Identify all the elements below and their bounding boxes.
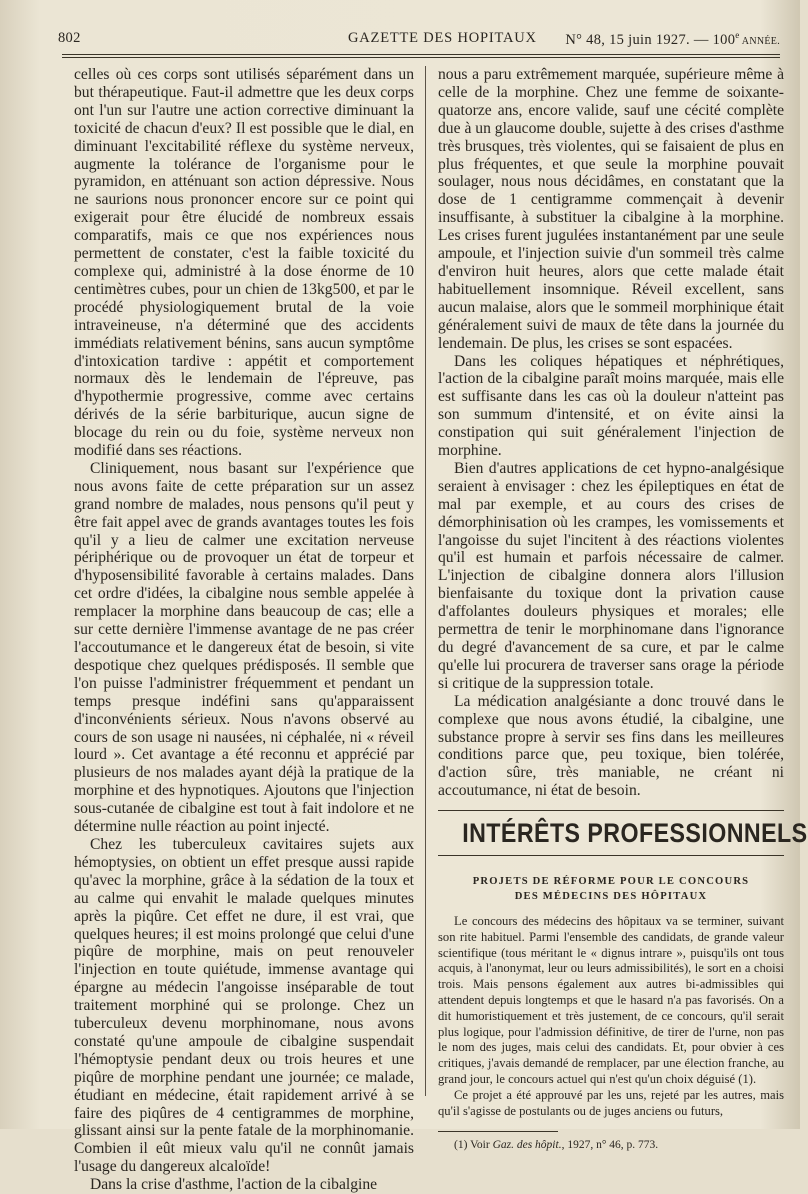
paragraph: Le concours des médecins des hôpitaux va se terminer, suivant son rite habituel. Parmi l'ensemble des candidats, de grande valeur scientifique (tous méritant le « dignus intrare », puisqu'ils ont tous acquis, à l'anonymat, leur ou leurs admissibilités), le sort en a choisi trois. Mais pensons également aux autres bi-admissibles qui attendent depuis longtemps et que le hasard n'a pas favorisés. On a dit humoristiquement et très justement, de ce concours, qu'il serait plus logique, pour l'admission définitive, de tirer de l'urne, non pas le nom des juges, mais celui des candidats. Et, pour obvier à ces critiques, j'avais demandé de remplacer, par une élection franche, au grand jour, le concours actuel qui n'est qu'un choix déguisé (1). [438,914,784,1087]
issue-suffix: ANNÉE. [739,35,780,47]
paragraph: Dans la crise d'asthme, l'action de la cibalgine [90,1176,378,1194]
issue-date: N° 48, 15 juin 1927. — 100 [565,31,736,48]
article-body [438,914,784,1119]
footnote [438,1138,784,1152]
footnote-suffix: , 1927, n° 46, p. 773. [561,1139,659,1152]
footnote-source: Gaz. des hôpit. [492,1139,562,1152]
footnote-rule [438,1131,558,1132]
issue-info [565,30,780,49]
article-title-line: DES MÉDECINS DES HÔPITAUX [514,891,708,903]
paragraph: Dans les coliques hépatiques et néphrétiques, l'action de la cibalgine paraît moins marquée, mais elle est suffisante dans les cas où la douleur n'atteint pas son summum d'intensité, et on évite ainsi la constipation qui suit généralement l'injection de morphine. [438,352,784,460]
header-rule-second [62,57,780,58]
article-title [438,874,784,904]
page-number: 802 [58,30,81,46]
paragraph: Chez les tuberculeux cavitaires sujets aux hémoptysies, on obtient un effet presque aussi rapide qu'avec la morphine, grâce à la sédation de la toux et au calme qui envahit le malade quelques minutes après la piqûre. Cet effet ne dure, il est vrai, que quelques heures; il est moins prolongé que celui d'une piqûre de morphine, mais on peut renouveler l'injection en toute quiétude, immense avantage qui épargne au médecin l'angoisse inséparable de tout traitement morphiné qui se prolonge. Chez un tuberculeux devenu morphinomane, nous avons constaté qu'une ampoule de cibalgine suspendait l'hémoptysie pendant deux ou trois heures et une piqûre de morphine pendant une journée; ce malade, étudiant en médecine, était rapidement arrivé à se faire des piqûres de 4 centigrammes de morphine, glissant ainsi sur la pente fatale de la morphinomanie. Combien il eût mieux valu qu'il ne connût jamais l'usage du dangereux alcaloïde! [74,835,414,1176]
journal-title: GAZETTE DES HOPITAUX [348,30,537,46]
header-rule [62,54,780,55]
paragraph: Cliniquement, nous basant sur l'expérience que nous avons faite de cette préparation sur un assez grand nombre de malades, nous pensons qu'il peut y être fait appel avec de grands avantages toutes les fois qu'il y a lieu de calmer une excitation nerveuse périphérique ou de provoquer un état de torpeur et d'hyposensibilité favorable à certains malades. Dans cet ordre d'idées, la cibalgine nous semble appelée à remplacer la morphine dans beaucoup de cas; elle a sur cette dernière l'immense avantage de ne pas créer l'accoutumance et le dangereux état de besoin, si vite despotique chez quelques prédisposés. Il semble que l'on puisse l'administrer fréquemment et pendant un temps presque indéfini sans qu'apparaissent d'inconvénients sérieux. Nous n'avons observé au cours de son usage ni nausées, ni céphalée, ni « réveil lourd ». Cet avantage a été reconnu et apprécié par plusieurs de nos malades ayant déjà la pratique de la morphine et des hypnotiques. Ajoutons que l'injection sous-cutanée de cibalgine est tout à fait indolore et ne détermine nulle réaction au point injecté. [74,459,414,836]
issue-suffix-sup: e [735,30,740,40]
section-header [438,810,808,856]
left-column [74,66,414,1194]
paragraph: Bien d'autres applications de cet hypno-analgésique seraient à envisager : chez les épileptiques en état de mal par exemple, et au cours des crises de démorphinisation où les crampes, les vomissements et l'angoisse du sujet l'incitent à des réactions violentes qu'il est humain et parfois nécessaire de calmer. L'injection de cibalgine donnera alors l'illusion bienfaisante du toxique dont la privation cause d'affolantes douleurs physiques et morales; elle permettra de tenir le morphinomane dans l'ignorance du degré d'avancement de sa cure, et par le calme qu'elle lui procurera de traverser sans orage la période si critique de la suppression totale. [438,459,784,692]
footnote-prefix: (1) Voir [454,1139,493,1152]
column-separator [425,66,426,1096]
section-rule-bottom [438,855,784,856]
article-title-line: PROJETS DE RÉFORME POUR LE CONCOURS [472,876,750,888]
paragraph: La médication analgésiante a donc trouvé dans le complexe que nous avons étudié, la cibalgine, une substance propre à servir ses fins dans les meilleures conditions parce que, peu toxique, bien tolérée, d'action sûre, très maniable, ne créant ni accoutumance, ni état de besoin. [438,692,784,800]
section-title: INTÉRÊTS PROFESSIONNELS [462,818,808,849]
right-column [438,66,808,1152]
section-rule-top [438,810,784,811]
paragraph: nous a paru extrêmement marquée, supérieure même à celle de la morphine. Chez une femme de soixante-quatorze ans, encore valide, sauf une cécité complète due à un glaucome double, sujette à des crises d'asthme très brusques, très violentes, qui se faisaient de plus en plus fréquentes, et que seule la morphine pouvait soulager, nous nous décidâmes, en constatant que la dose de 1 centigramme commençait à devenir insuffisante, à substituer la cibalgine à la morphine. Les crises furent jugulées instantanément par une seule ampoule, et l'injection suivie d'un sommeil très calme d'environ huit heures, alors que cette malade était habituellement insomnique. Réveil excellent, sans aucun malaise, alors que le sommeil morphinique était généralement suivi de maux de tête dans la journée du lendemain. De plus, les crises se sont espacées. [438,66,784,352]
running-header [58,30,780,50]
paragraph: Ce projet a été approuvé par les uns, rejeté par les autres, mais qu'il s'agisse de postulants ou de juges anciens ou futurs, [438,1087,784,1118]
paragraph: celles où ces corps sont utilisés séparément dans un but thérapeutique. Faut-il admettre que les deux corps ont l'un sur l'autre une action corrective diminuant la toxicité de chacun d'eux? Il est possible que le dial, en diminuant l'excitabilité réflexe du système nerveux, augmente la tolérance de l'organisme pour le pyramidon, en atténuant son action dépressive. Nous ne saurions nous prononcer encore sur ce point qui exigerait pour être élucidé de nombreux essais comparatifs, mais ce que nos expériences nous permettent de constater, c'est la faible toxicité du complexe qui, administré à la dose énorme de 10 centimètres cubes, pour un chien de 13kg500, et par le procédé physiologiquement brutal de la voie intraveineuse, n'a déterminé que des accidents immédiats relativement bénins, sans aucun symptôme d'intoxication tardive : appétit et comportement normaux dès le lendemain de l'épreuve, pas d'hypothermie progressive, comme avec certains dérivés de la série barbiturique, aucun signe de blocage du rein ou du foie, système nerveux non modifié dans ses réactions. [74,66,414,460]
